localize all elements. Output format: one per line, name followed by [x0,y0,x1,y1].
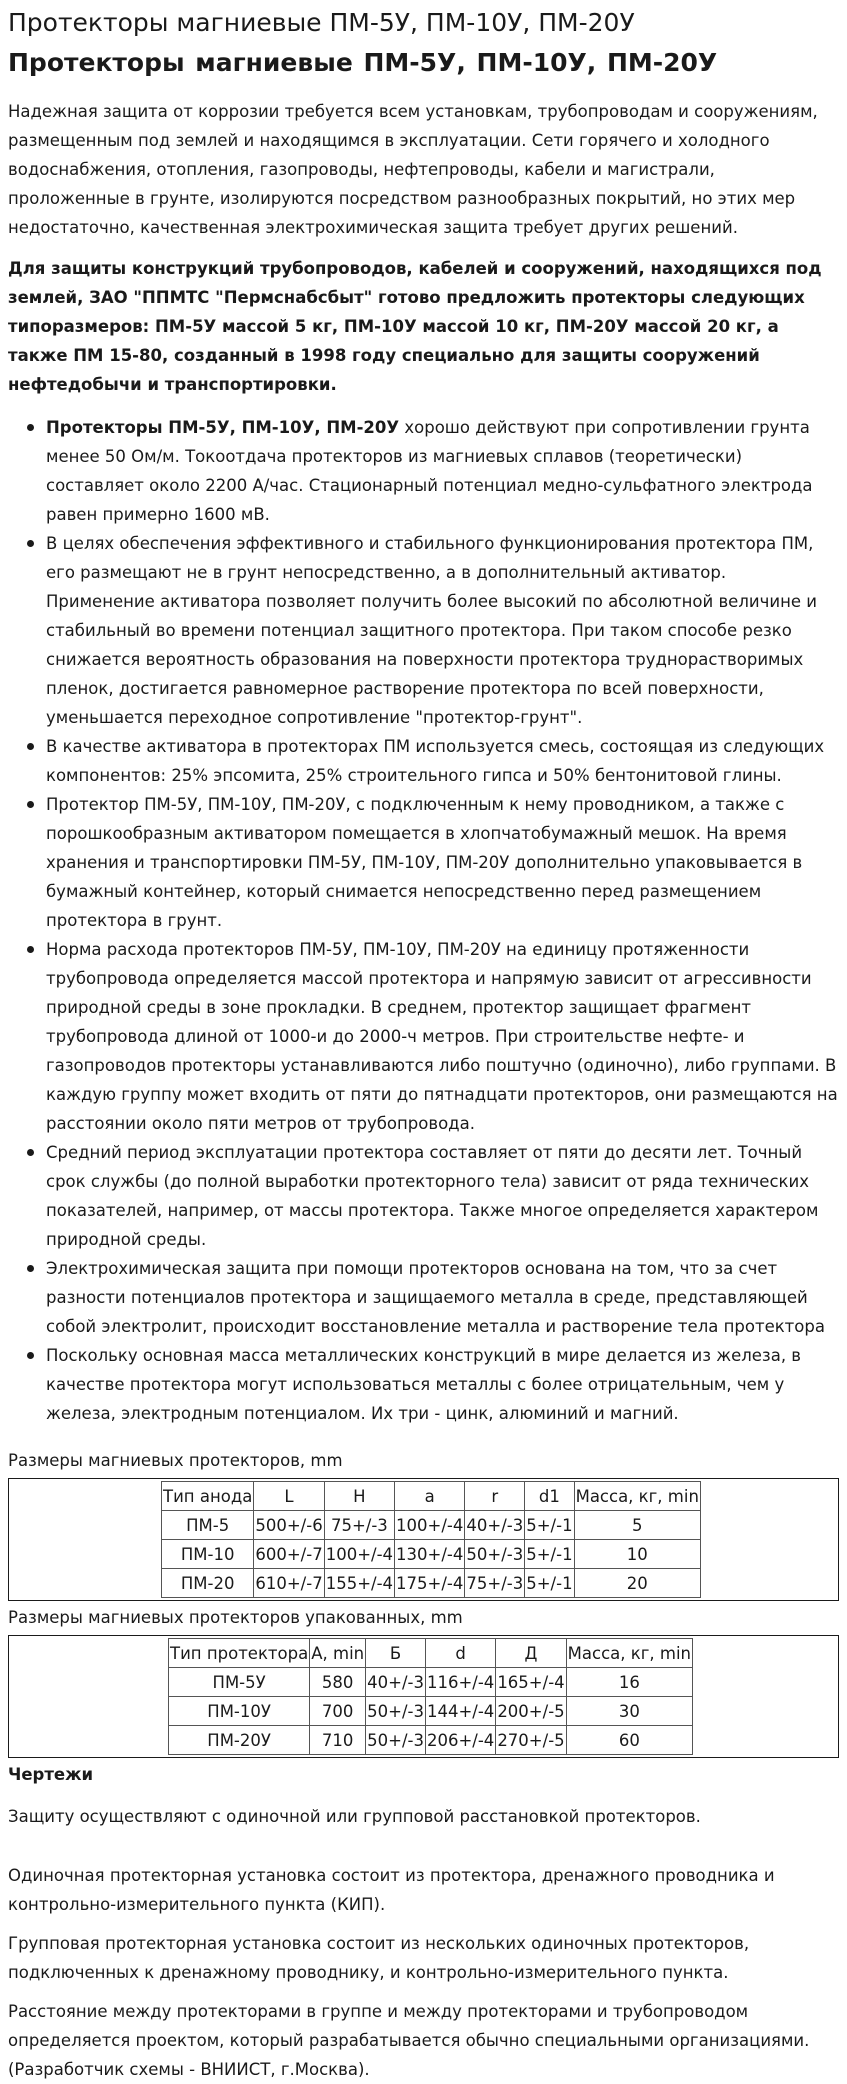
table-row [169,1726,693,1755]
table-header-cell: A, min [310,1639,366,1668]
list-item-text: Электрохимическая защита при помощи протекторов основана на том, что за счет разности потенциалов протектора и защищаемого металла в среде, представляющей собой электролит, происходит восстановление металла и растворение тела протектора [46,1259,825,1336]
table-cell: 610+/-7 [254,1569,324,1598]
table-cell: 20 [574,1569,700,1598]
table-cell: 16 [566,1668,692,1697]
offer-paragraph: Для защиты конструкций трубопроводов, кабелей и сооружений, находящихся под землей, ЗАО "ППМТС "Пермснабсбыт" готово предложить протекторы следующих типоразмеров: ПМ-5У массой 5 кг, ПМ-10У массой 10 кг, ПМ-20У массой 20 кг, а также ПМ 15-80, созданный в 1998 году специально для защиты сооружений нефтедобычи и транспортировки. [8,259,822,394]
drawings-paragraph: Защиту осуществляют с одиночной или групповой расстановкой протекторов. [8,1807,701,1826]
table-cell: 60 [566,1726,692,1755]
table-cell: 175+/-4 [395,1569,465,1598]
table-cell: 165+/-4 [496,1668,566,1697]
list-item-text: Поскольку основная масса металлических конструкций в мире делается из железа, в качестве протектора могут использоваться металлы с более отрицательным, чем у железа, электродным потенциалом. Их три - цинк, алюминий и магний. [46,1346,802,1423]
table-header-cell: d1 [525,1482,574,1511]
table-cell: 206+/-4 [425,1726,495,1755]
table-header-cell: d [425,1639,495,1668]
table2-frame [8,1635,839,1758]
table-cell: 144+/-4 [425,1697,495,1726]
table-cell: 116+/-4 [425,1668,495,1697]
table-cell: 100+/-4 [324,1540,394,1569]
intro-paragraph: Надежная защита от коррозии требуется всем установкам, трубопроводам и сооружениям, размещенным под землей и находящимся в эксплуатации. Сети горячего и холодного водоснабжения, отопления, газопроводы, нефтепроводы, кабели и магистрали, проложенные в грунте, изолируются посредством разнообразных покрытий, но этих мер недостаточно, качественная электрохимическая защита требует других решений. [8,102,818,237]
table-cell: 200+/-5 [496,1697,566,1726]
table-header-cell: Тип протектора [169,1639,310,1668]
list-item-text: Протектор ПМ-5У, ПМ-10У, ПМ-20У, с подключенным к нему проводником, а также с порошкообразным активатором помещается в хлопчатобумажный мешок. На время хранения и транспортировки ПМ-5У, ПМ-10У, ПМ-20У дополнительно упаковывается в бумажный контейнер, который снимается непосредственно перед размещением протектора в грунт. [46,795,803,930]
list-item-lead: Протекторы ПМ-5У, ПМ-10У, ПМ-20У [46,418,400,437]
table-header-cell: Тип анода [162,1482,254,1511]
table-cell: 100+/-4 [395,1511,465,1540]
table-cell: 580 [310,1668,366,1697]
table-cell: 5 [574,1511,700,1540]
table-cell: 75+/-3 [465,1569,525,1598]
table-cell: 40+/-3 [366,1668,426,1697]
table-cell: ПМ-5 [162,1511,254,1540]
list-item [46,1138,839,1254]
table-cell: 500+/-6 [254,1511,324,1540]
table-cell: 5+/-1 [525,1540,574,1569]
packed-dimensions-table [168,1638,693,1755]
table-header-row [162,1482,701,1511]
table-cell: 30 [566,1697,692,1726]
table-header-cell: Д [496,1639,566,1668]
list-item [46,413,839,529]
list-item [46,935,839,1138]
table-cell: ПМ-10 [162,1540,254,1569]
table-header-row [169,1639,693,1668]
table-row [169,1668,693,1697]
list-item-text: хорошо действуют при сопротивлении грунта менее 50 Ом/м. Токоотдача протекторов из магниевых сплавов (теоретически) составляет около 2200 А/час. Стационарный потенциал медно-сульфатного электрода равен примерно 1600 мВ. [46,418,813,524]
table1-caption: Размеры магниевых протекторов, mm [8,1451,343,1470]
table-header-cell: L [254,1482,324,1511]
drawings-paragraph: Расстояние между протекторами в группе и между протекторами и трубопроводом определяется проектом, который разрабатывается обычно специальными организациями. (Разработчик схемы - ВНИИСТ, г.Москва). [8,2002,810,2079]
table-cell: 50+/-3 [465,1540,525,1569]
table-header-cell: H [324,1482,394,1511]
table-cell: ПМ-20У [169,1726,310,1755]
list-item-text: Норма расхода протекторов ПМ-5У, ПМ-10У, ПМ-20У на единицу протяженности трубопровода определяется массой протектора и напрямую зависит от агрессивности природной среды в зоне прокладки. В среднем, протектор защищает фрагмент трубопровода длиной от 1000-и до 2000-ч метров. При строительстве нефте- и газопроводов протекторы устанавливаются либо поштучно (одиночно), либо группами. В каждую группу может входить от пяти до пятнадцати протекторов, они размещаются на расстоянии около пяти метров от трубопровода. [46,940,838,1133]
table-cell: 270+/-5 [496,1726,566,1755]
table-cell: 155+/-4 [324,1569,394,1598]
list-item [46,790,839,935]
list-item-text: В качестве активатора в протекторах ПМ используется смесь, состоящая из следующих компонентов: 25% эпсомита, 25% строительного гипса и 50% бентонитовой глины. [46,737,825,785]
table-header-cell: r [465,1482,525,1511]
table-row [162,1511,701,1540]
drawings-paragraph: Одиночная протекторная установка состоит из протектора, дренажного проводника и контрольно-измерительного пункта (КИП). [8,1866,775,1914]
drawings-paragraph: Групповая протекторная установка состоит из нескольких одиночных протекторов, подключенных к дренажному проводнику, и контрольно-измерительного пункта. [8,1934,750,1982]
table-cell: 10 [574,1540,700,1569]
table-cell: 75+/-3 [324,1511,394,1540]
anode-dimensions-table [161,1481,701,1598]
drawings-heading: Чертежи [8,1765,94,1784]
page-title-small: Протекторы магниевые ПМ-5У, ПМ-10У, ПМ-20У [8,8,635,37]
feature-list [8,413,839,1428]
list-item-text: Средний период эксплуатации протектора составляет от пяти до десяти лет. Точный срок службы (до полной выработки протекторного тела) зависит от ряда технических показателей, например, от массы протектора. Также многое определяется характером природной среды. [46,1143,819,1249]
table-header-cell: a [395,1482,465,1511]
table-cell: 50+/-3 [366,1726,426,1755]
list-item [46,529,839,732]
list-item [46,1254,839,1341]
table-cell: ПМ-20 [162,1569,254,1598]
table-cell: 5+/-1 [525,1569,574,1598]
table-cell: 700 [310,1697,366,1726]
table-cell: 40+/-3 [465,1511,525,1540]
list-item [46,1341,839,1428]
table-row [162,1540,701,1569]
table-header-cell: Масса, кг, min [574,1482,700,1511]
table-cell: 50+/-3 [366,1697,426,1726]
table-cell: 130+/-4 [395,1540,465,1569]
table-header-cell: Б [366,1639,426,1668]
list-item-text: В целях обеспечения эффективного и стабильного функционирования протектора ПМ, его размещают не в грунт непосредственно, а в дополнительный активатор. Применение активатора позволяет получить более высокий по абсолютной величине и стабильный во времени потенциал защитного протектора. При таком способе резко снижается вероятность образования на поверхности протектора труднорастворимых пленок, достигается равномерное растворение протектора по всей поверхности, уменьшается переходное сопротивление "протектор-грунт". [46,534,817,727]
table-cell: 710 [310,1726,366,1755]
table-cell: ПМ-10У [169,1697,310,1726]
table2-caption: Размеры магниевых протекторов упакованных, mm [8,1608,463,1627]
table-row [169,1697,693,1726]
table-row [162,1569,701,1598]
table-cell: ПМ-5У [169,1668,310,1697]
table1-frame [8,1478,839,1601]
list-item [46,732,839,790]
table-cell: 600+/-7 [254,1540,324,1569]
table-cell: 5+/-1 [525,1511,574,1540]
page-title: Протекторы магниевые ПМ-5У, ПМ-10У, ПМ-20У [8,48,718,77]
table-header-cell: Масса, кг, min [566,1639,692,1668]
